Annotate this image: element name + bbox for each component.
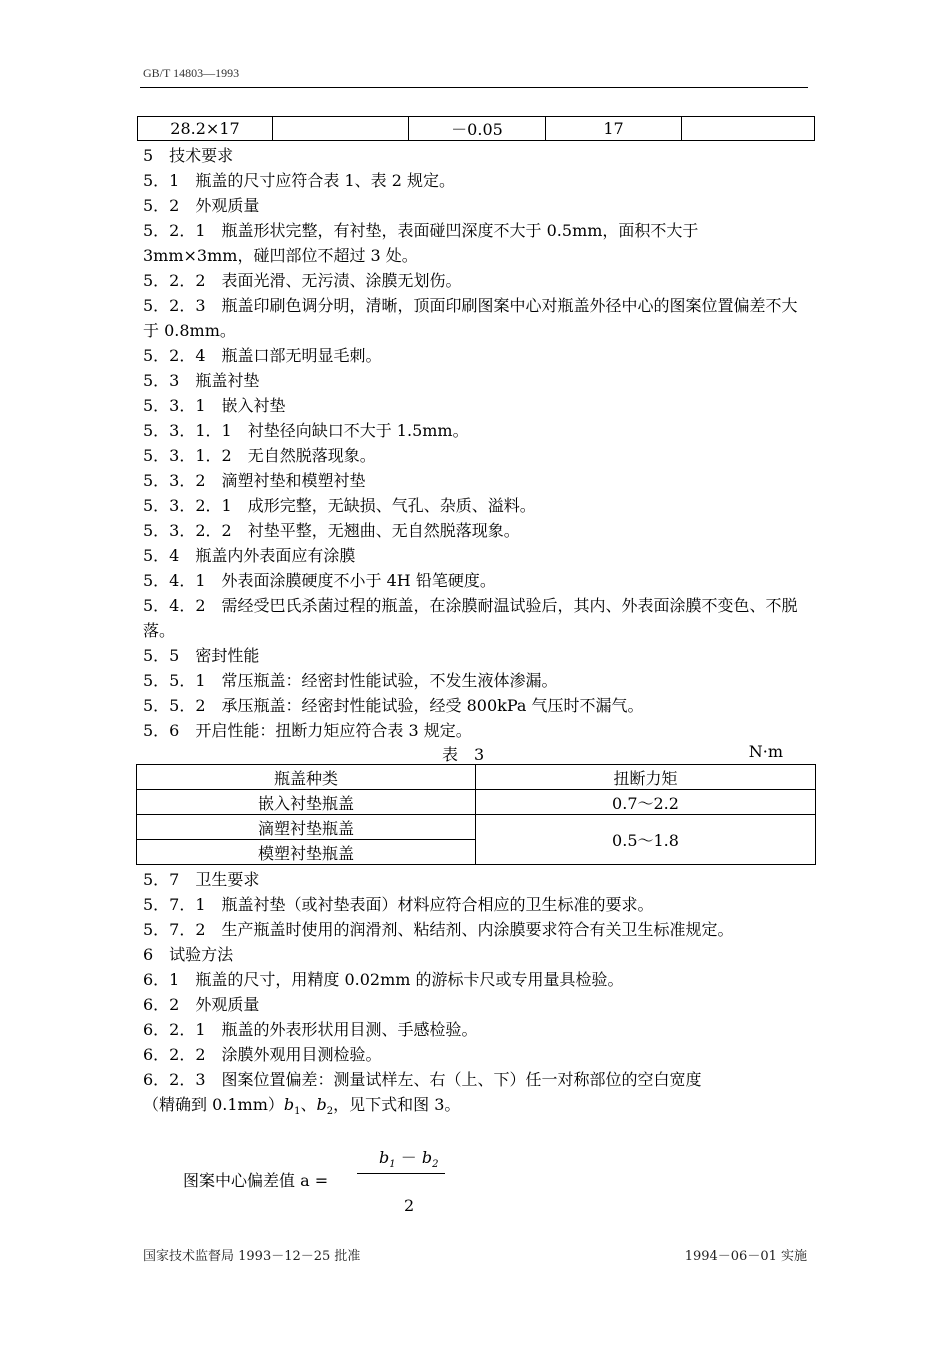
clause: 6．2 外观质量 [143,995,260,1014]
requirements-section [143,143,813,743]
hygiene-and-test-section [143,867,813,1117]
table-cell: 0.7～2.2 [476,790,816,815]
section-heading: 5 技术要求 [143,146,234,165]
clause: 5．2．1 瓶盖形状完整，有衬垫，表面碰凹深度不大于 0.5mm，面积不大于 3mm×3mm，碰凹部位不超过 3 处。 [143,221,699,265]
table-cell: 滴塑衬垫瓶盖 [137,815,476,840]
table-cell: 0.5～1.8 [476,815,816,865]
column-header: 扭断力矩 [476,765,816,790]
clause: 6．2．1 瓶盖的外表形状用目测、手感检验。 [143,1020,478,1039]
clause: 5．3．2．1 成形完整，无缺损、气孔、杂质、溢料。 [143,496,536,515]
table-cell: 模塑衬垫瓶盖 [137,840,476,865]
variable-b: b [316,1095,327,1114]
clause-text: ，见下式和图 3。 [333,1095,461,1114]
clause: 5．7．2 生产瓶盖时使用的润滑剂、粘结剂、内涂膜要求符合有关卫生标准规定。 [143,920,734,939]
formula-numerator [379,1145,438,1170]
deviation-formula [183,1145,483,1215]
clause-text: （精确到 0.1mm） [143,1095,284,1114]
table-cell: 28.2×17 [138,117,273,141]
table-row [137,815,816,840]
clause: 6．1 瓶盖的尺寸，用精度 0.02mm 的游标卡尺或专用量具检验。 [143,970,624,989]
clause: 5．3．1 嵌入衬垫 [143,396,286,415]
separator: 、 [300,1095,317,1114]
clause: 5．2．4 瓶盖口部无明显毛刺。 [143,346,382,365]
clause: 5．2．2 表面光滑、无污渍、涂膜无划伤。 [143,271,462,290]
table-cell [273,117,409,141]
clause-continuation [143,1092,813,1117]
table3-unit: N·m [748,742,783,761]
header-rule [140,87,808,88]
variable-b: b [379,1148,390,1167]
table-cell [682,117,815,141]
clause: 5．2．3 瓶盖印刷色调分明，清晰，顶面印刷图案中心对瓶盖外径中心的图案位置偏差不大于 0.8mm。 [143,296,798,340]
clause: 5．1 瓶盖的尺寸应符合表 1、表 2 规定。 [143,171,455,190]
table3-caption-row [137,742,815,764]
implementation-date: 1994－06－01 实施 [684,1249,807,1264]
torque-table [136,764,816,865]
variable-b: b [421,1148,433,1167]
clause: 5．7．1 瓶盖衬垫（或衬垫表面）材料应符合相应的卫生标准的要求。 [143,895,654,914]
variable-b: b [283,1095,295,1114]
clause: 5．4．1 外表面涂膜硬度不小于 4H 铅笔硬度。 [143,571,496,590]
column-header: 瓶盖种类 [137,765,476,790]
table-row [138,117,815,141]
clause: 5．6 开启性能：扭断力矩应符合表 3 规定。 [143,721,472,740]
clause: 5．3．2．2 衬垫平整，无翘曲、无自然脱落现象。 [143,521,520,540]
minus-sign: － [395,1148,422,1167]
table-cell: 17 [546,117,682,141]
formula-denominator: 2 [404,1196,415,1215]
table-header-row [137,765,816,790]
clause: 5．3．1．2 无自然脱落现象。 [143,446,376,465]
standard-code-header: GB/T 14803—1993 [143,66,240,80]
clause: 5．2 外观质量 [143,196,260,215]
subscript: 2 [432,1159,439,1171]
clause: 6．2．2 涂膜外观用目测检验。 [143,1045,382,1064]
subscript: 1 [294,1106,301,1118]
table-row [137,790,816,815]
approval-date: 国家技术监督局 1993－12－25 批准 [143,1249,361,1264]
clause: 5．3．2 滴塑衬垫和模塑衬垫 [143,471,366,490]
dimension-table-continued [137,116,815,141]
clause: 5．3 瓶盖衬垫 [143,371,260,390]
section-heading: 6 试验方法 [143,945,234,964]
clause: 5．4．2 需经受巴氏杀菌过程的瓶盖，在涂膜耐温试验后，其内、外表面涂膜不变色、不脱落。 [143,596,798,640]
clause: 5．7 卫生要求 [143,870,260,889]
subscript: 1 [389,1159,396,1171]
subscript: 2 [326,1106,334,1118]
table-cell: －0.05 [409,117,546,141]
formula-label: 图案中心偏差值 a = [183,1171,329,1190]
table-cell: 嵌入衬垫瓶盖 [137,790,476,815]
clause: 5．5．1 常压瓶盖：经密封性能试验，不发生液体渗漏。 [143,671,558,690]
clause: 5．5 密封性能 [143,646,260,665]
clause: 6．2．3 图案位置偏差：测量试样左、右（上、下）任一对称部位的空白宽度 [143,1070,702,1089]
clause: 5．4 瓶盖内外表面应有涂膜 [143,546,356,565]
fraction-bar [357,1173,445,1174]
table3-caption: 表 3 [442,745,485,764]
clause: 5．5．2 承压瓶盖：经密封性能试验，经受 800kPa 气压时不漏气。 [143,696,644,715]
clause: 5．3．1．1 衬垫径向缺口不大于 1.5mm。 [143,421,469,440]
